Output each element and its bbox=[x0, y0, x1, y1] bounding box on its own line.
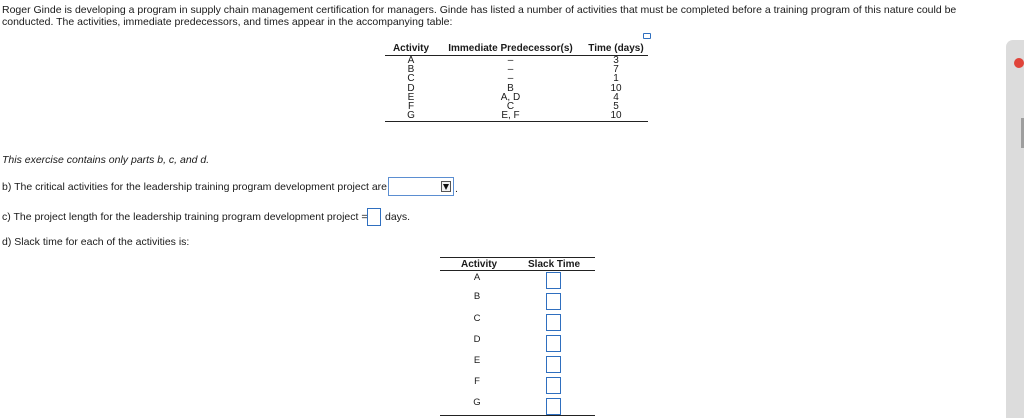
slack-input-g[interactable] bbox=[546, 398, 561, 415]
slack-activity-f: F bbox=[474, 376, 480, 387]
header-predecessors: Immediate Predecessor(s) bbox=[437, 43, 584, 56]
slack-input-f[interactable] bbox=[546, 377, 561, 394]
slack-table-header-rule bbox=[440, 270, 595, 271]
predecessor-cell: A, D bbox=[500, 91, 521, 103]
slack-header-slack: Slack Time bbox=[528, 259, 581, 270]
table-row bbox=[385, 93, 648, 102]
problem-intro: Roger Ginde is developing a program in supply chain management certification for managers. Ginde has listed a number of activities that must be completed before a training program of this nature could be conducted. The activities, immediate predecessors, and times appear in the accompanying table: bbox=[2, 4, 957, 28]
activity-cell: B bbox=[407, 64, 415, 76]
time-cell: 5 bbox=[613, 101, 619, 113]
table-row bbox=[385, 111, 648, 122]
table-row bbox=[385, 74, 648, 83]
time-cell: 10 bbox=[610, 82, 622, 94]
slack-activity-e: E bbox=[473, 355, 481, 366]
time-cell: 4 bbox=[613, 91, 619, 103]
header-activity: Activity bbox=[385, 43, 437, 56]
activity-cell: G bbox=[385, 111, 437, 122]
activity-cell: D bbox=[407, 82, 415, 94]
slack-input-e[interactable] bbox=[546, 356, 561, 373]
slack-header-activity: Activity bbox=[461, 259, 498, 270]
predecessor-cell: – bbox=[507, 73, 514, 85]
time-cell: 10 bbox=[584, 111, 648, 122]
table-row bbox=[385, 65, 648, 74]
slack-table-top-rule bbox=[440, 257, 595, 258]
activity-cell: A bbox=[407, 55, 415, 66]
slack-activity-c: C bbox=[473, 313, 481, 324]
activity-cell: F bbox=[407, 101, 415, 113]
part-b-label: b) The critical activities for the leadership training program development project are bbox=[2, 181, 387, 193]
dropdown-arrow-icon[interactable] bbox=[441, 181, 451, 192]
status-dot-icon bbox=[1014, 58, 1024, 68]
predecessor-cell: E, F bbox=[437, 111, 584, 122]
side-panel[interactable] bbox=[1006, 40, 1024, 418]
days-unit: days. bbox=[385, 211, 411, 223]
part-c-label: c) The project length for the leadership training program development project = bbox=[2, 211, 368, 223]
exercise-note: This exercise contains only parts b, c, and d. bbox=[2, 154, 210, 166]
slack-input-b[interactable] bbox=[546, 293, 561, 310]
activity-table bbox=[385, 43, 648, 122]
slack-input-a[interactable] bbox=[546, 272, 561, 289]
part-b-period: . bbox=[455, 183, 458, 195]
slack-activity-b: B bbox=[473, 291, 481, 302]
slack-table-bottom-rule bbox=[440, 415, 595, 416]
time-cell: 1 bbox=[613, 73, 619, 85]
predecessor-cell: – bbox=[507, 64, 514, 76]
slack-activity-d: D bbox=[473, 334, 481, 345]
predecessor-cell: – bbox=[507, 55, 514, 66]
time-cell: 7 bbox=[613, 64, 619, 76]
copy-icon[interactable] bbox=[643, 33, 651, 39]
project-length-input[interactable] bbox=[367, 208, 381, 226]
part-d-label: d) Slack time for each of the activities is: bbox=[2, 236, 190, 248]
slack-activity-a: A bbox=[473, 272, 481, 283]
critical-activities-dropdown[interactable] bbox=[388, 177, 454, 196]
header-time: Time (days) bbox=[584, 43, 648, 56]
table-row bbox=[385, 56, 648, 66]
predecessor-cell: C bbox=[506, 101, 515, 113]
slack-input-d[interactable] bbox=[546, 335, 561, 352]
time-cell: 3 bbox=[613, 55, 619, 66]
slack-input-c[interactable] bbox=[546, 314, 561, 331]
slack-activity-g: G bbox=[473, 397, 481, 408]
activity-cell: C bbox=[407, 73, 415, 85]
predecessor-cell: B bbox=[507, 82, 514, 94]
activity-cell: E bbox=[407, 91, 415, 103]
